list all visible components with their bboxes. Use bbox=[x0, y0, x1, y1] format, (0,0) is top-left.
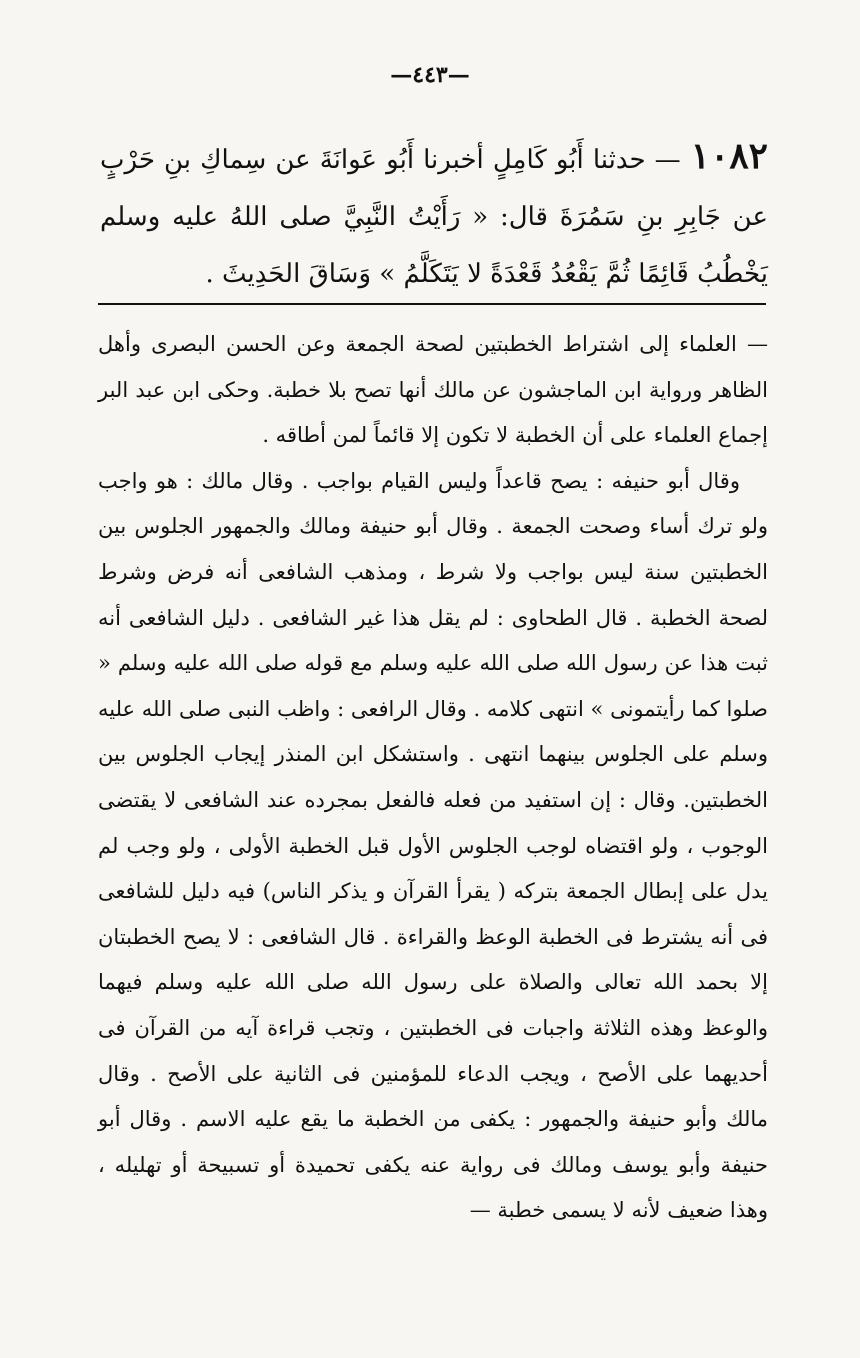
separator-line bbox=[98, 303, 766, 305]
commentary-paragraph: وقال أبو حنيفه : يصح قاعداً وليس القيام بواجب . وقال مالك : هو واجب ولو ترك أساء وصحت الجمعة . وقال أبو حنيفة ومالك والجمهور الجلوس بين الخطبتين سنة ليس بواجب ولا شرط ، ومذهب الشافعى أنه فرض وشرط لصحة الخطبة . قال الطحاوى : لم يقل هذا غير الشافعى . دليل الشافعى أنه ثبت هذا عن رسول الله صلى الله عليه وسلم مع قوله صلى الله عليه وسلم « صلوا كما رأيتمونى » انتهى كلامه . وقال الرافعى : واظب النبى صلى الله عليه وسلم على الجلوس بينهما انتهى . واستشكل ابن المنذر إيجاب الجلوس بين الخطبتين. وقال : إن استفيد من فعله فالفعل بمجرده عند الشافعى لا يقتضى الوجوب ، ولو اقتضاه لوجب الجلوس الأول قبل الخطبة الأولى ، ولو وجب لم يدل على إبطال الجمعة بتركه ( يقرأ القرآن و يذكر الناس) فيه دليل للشافعى فى أنه يشترط فى الخطبة الوعظ والقراءة . قال الشافعى : لا يصح الخطبتان إلا بحمد الله تعالى والصلاة على رسول الله صلى الله عليه وسلم فيهما والوعظ وهذه الثلاثة واجبات فى الخطبتين ، وتجب قراءة آيه من القرآن فى أحديهما على الأصح ، ويجب الدعاء للمؤمنين فى الثانية على الأصح . وقال مالك وأبو حنيفة والجمهور : يكفى من الخطبة ما يقع عليه الاسم . وقال أبو حنيفة وأبو يوسف ومالك فى رواية عنه يكفى تحميدة أو تسبيحة أو تهليله ، وهذا ضعيف لأنه لا يسمى خطبة — bbox=[98, 468, 768, 1223]
hadith-number: ١٠٨٢ bbox=[690, 135, 768, 177]
commentary-paragraph: — العلماء إلى اشتراط الخطبتين لصحة الجمعة وعن الحسن البصرى وأهل الظاهر ورواية ابن الماجشون عن مالك أنها تصح بلا خطبة. وحكى ابن عبد البر إجماع العلماء على أن الخطبة لا تكون إلا قائماً لمن أطاقه . bbox=[98, 332, 768, 448]
hadith-text: — حدثنا أَبُو كَامِلٍ أخبرنا أَبُو عَوانَةَ عن سِماكِ بنِ حَرْبٍ عن جَابِرِ بنِ سَمُرَةَ قال: « رَأَيْتُ النَّبِيَّ صلى اللهُ عليه وسلم يَخْطُبُ قَائِمًا ثُمَّ يَقْعُدُ قَعْدَةً لا يَتَكَلَّمُ » وَسَاقَ الحَدِيثَ . bbox=[100, 145, 768, 289]
commentary-section bbox=[98, 322, 768, 1234]
page-number: —٤٤٣— bbox=[390, 62, 470, 88]
hadith-block bbox=[100, 128, 768, 303]
